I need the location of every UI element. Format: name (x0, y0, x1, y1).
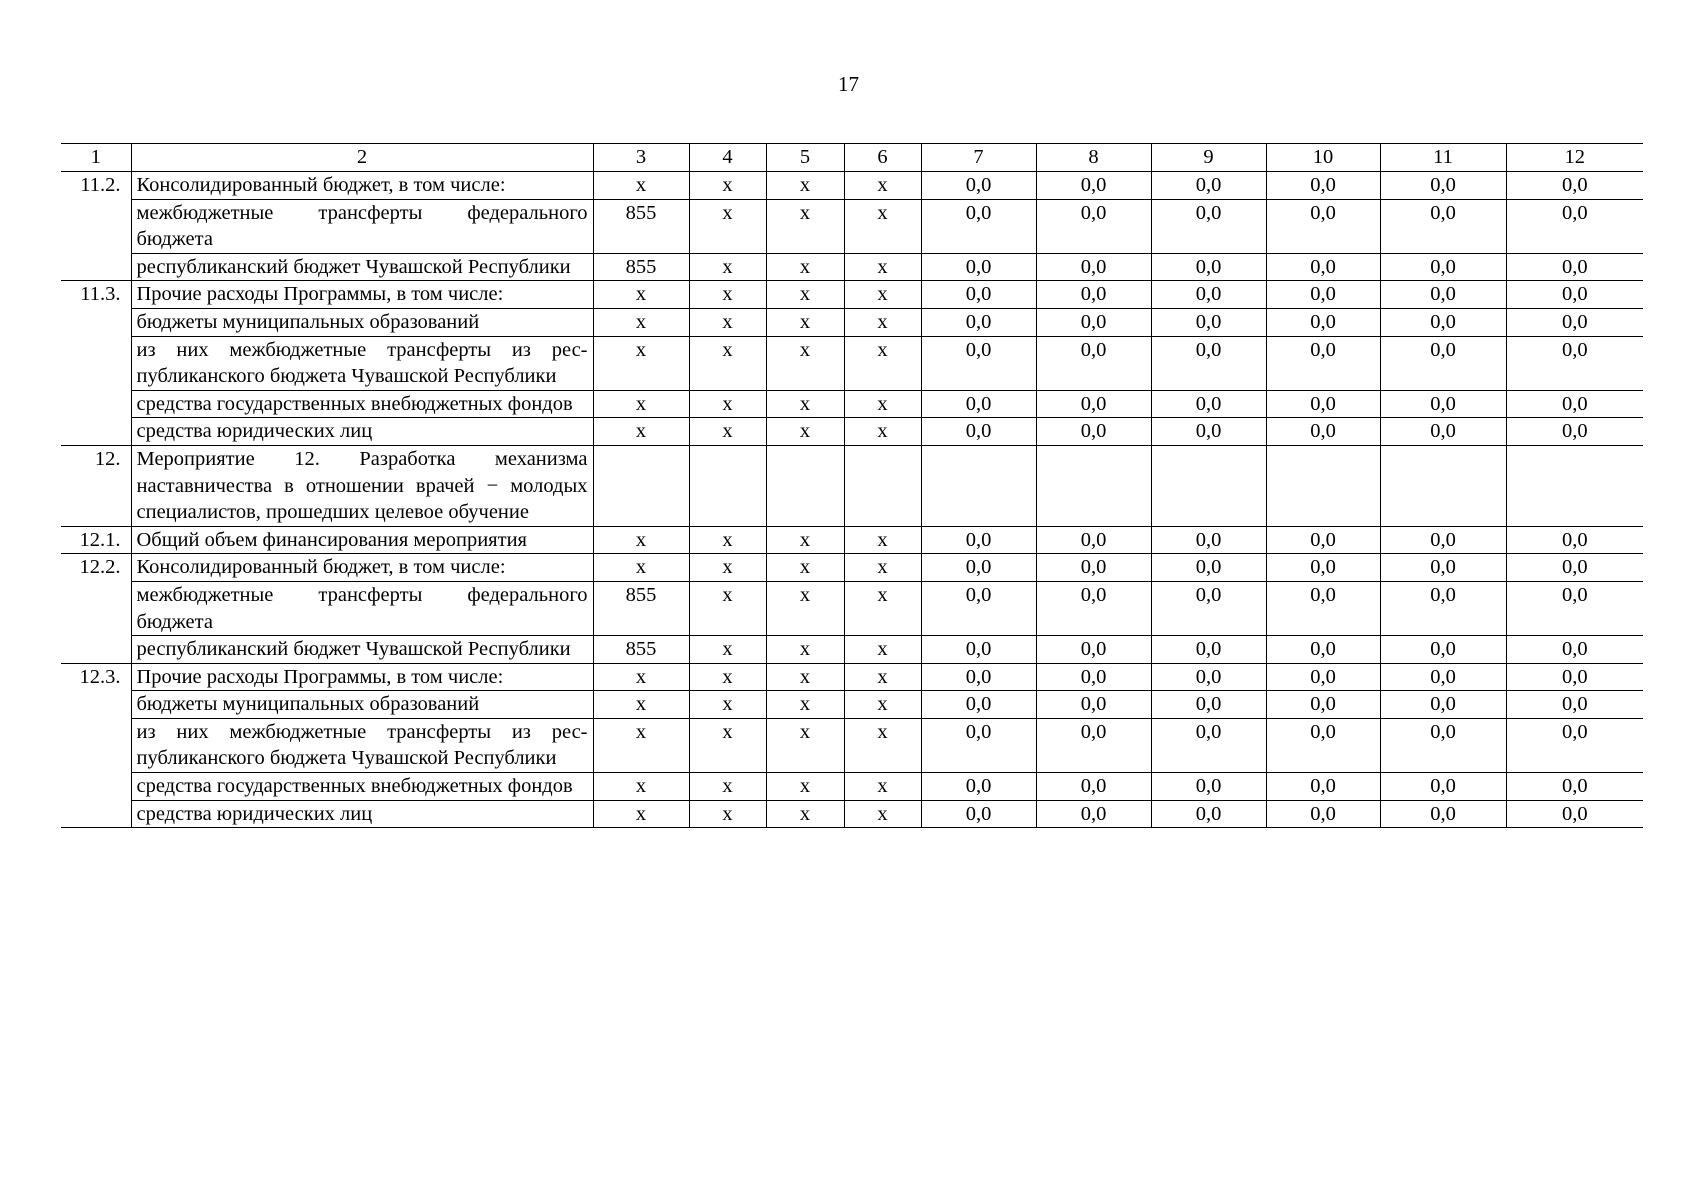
code-cell: х (689, 199, 766, 253)
code-cell: х (844, 199, 921, 253)
row-number-cell (61, 308, 131, 336)
code-cell: 855 (593, 199, 689, 253)
header-cell: 4 (689, 144, 766, 172)
code-cell: х (689, 418, 766, 446)
code-cell: х (844, 718, 921, 772)
amount-cell: 0,0 (1151, 718, 1266, 772)
code-cell: х (593, 308, 689, 336)
amount-cell: 0,0 (1151, 636, 1266, 664)
amount-cell (921, 445, 1036, 526)
row-description-cell: Общий объем финансирования мероприятия (131, 526, 593, 554)
amount-cell: 0,0 (1151, 281, 1266, 309)
code-cell: х (766, 336, 844, 390)
code-cell (766, 445, 844, 526)
amount-cell: 0,0 (1266, 554, 1380, 582)
amount-cell: 0,0 (921, 418, 1036, 446)
row-number-cell (61, 800, 131, 828)
code-cell: х (766, 554, 844, 582)
table-row (61, 281, 1643, 309)
amount-cell: 0,0 (1380, 526, 1506, 554)
code-cell: х (593, 336, 689, 390)
amount-cell (1380, 445, 1506, 526)
amount-cell: 0,0 (1380, 554, 1506, 582)
amount-cell: 0,0 (1506, 718, 1643, 772)
amount-cell: 0,0 (1380, 691, 1506, 719)
row-number-cell: 12. (61, 445, 131, 526)
amount-cell: 0,0 (921, 336, 1036, 390)
amount-cell: 0,0 (1506, 526, 1643, 554)
header-cell: 6 (844, 144, 921, 172)
table-body (61, 144, 1643, 828)
code-cell: х (689, 526, 766, 554)
table-row (61, 581, 1643, 635)
header-cell: 5 (766, 144, 844, 172)
code-cell: х (593, 800, 689, 828)
row-description-cell: Консолидированный бюджет, в том числе: (131, 554, 593, 582)
code-cell: х (689, 636, 766, 664)
table-row (61, 445, 1643, 526)
code-cell: х (844, 172, 921, 200)
header-cell: 10 (1266, 144, 1380, 172)
amount-cell: 0,0 (1266, 526, 1380, 554)
amount-cell: 0,0 (1380, 172, 1506, 200)
amount-cell: 0,0 (1151, 526, 1266, 554)
amount-cell: 0,0 (1506, 390, 1643, 418)
header-cell: 11 (1380, 144, 1506, 172)
table-row (61, 199, 1643, 253)
row-number-cell: 12.3. (61, 663, 131, 691)
code-cell: х (844, 581, 921, 635)
row-description-cell: из них межбюджетные трансферты из республиканского бюджета Чувашской Республики (131, 718, 593, 772)
code-cell: х (689, 718, 766, 772)
table-row (61, 773, 1643, 801)
amount-cell: 0,0 (1506, 172, 1643, 200)
amount-cell: 0,0 (1380, 718, 1506, 772)
code-cell: 855 (593, 581, 689, 635)
amount-cell: 0,0 (1151, 253, 1266, 281)
page-number: 17 (838, 72, 859, 96)
code-cell: х (766, 281, 844, 309)
amount-cell: 0,0 (1036, 718, 1151, 772)
amount-cell (1036, 445, 1151, 526)
code-cell: х (593, 418, 689, 446)
code-cell: х (844, 554, 921, 582)
code-cell: х (689, 773, 766, 801)
code-cell: х (689, 253, 766, 281)
code-cell: х (766, 199, 844, 253)
amount-cell: 0,0 (1266, 253, 1380, 281)
amount-cell (1266, 445, 1380, 526)
amount-cell (1151, 445, 1266, 526)
amount-cell: 0,0 (921, 526, 1036, 554)
amount-cell: 0,0 (1266, 336, 1380, 390)
amount-cell: 0,0 (1266, 418, 1380, 446)
amount-cell: 0,0 (921, 253, 1036, 281)
amount-cell: 0,0 (921, 554, 1036, 582)
amount-cell: 0,0 (1151, 418, 1266, 446)
amount-cell: 0,0 (1506, 773, 1643, 801)
code-cell: х (766, 773, 844, 801)
amount-cell: 0,0 (1036, 773, 1151, 801)
row-number-cell (61, 773, 131, 801)
amount-cell: 0,0 (1506, 199, 1643, 253)
amount-cell: 0,0 (1506, 636, 1643, 664)
row-number-cell (61, 336, 131, 390)
row-description-cell: средства юридических лиц (131, 800, 593, 828)
code-cell: х (689, 172, 766, 200)
table-row (61, 636, 1643, 664)
table-row (61, 663, 1643, 691)
code-cell: х (844, 390, 921, 418)
code-cell: х (766, 663, 844, 691)
amount-cell: 0,0 (1036, 554, 1151, 582)
amount-cell: 0,0 (1506, 554, 1643, 582)
table-row (61, 308, 1643, 336)
code-cell: х (593, 718, 689, 772)
row-number-cell (61, 718, 131, 772)
amount-cell: 0,0 (1036, 308, 1151, 336)
amount-cell: 0,0 (1036, 199, 1151, 253)
amount-cell: 0,0 (921, 773, 1036, 801)
code-cell: х (593, 390, 689, 418)
code-cell: х (844, 253, 921, 281)
amount-cell: 0,0 (1266, 691, 1380, 719)
amount-cell: 0,0 (1036, 418, 1151, 446)
amount-cell: 0,0 (1380, 390, 1506, 418)
amount-cell: 0,0 (1151, 199, 1266, 253)
code-cell: х (766, 172, 844, 200)
amount-cell: 0,0 (1506, 663, 1643, 691)
row-description-cell: республиканский бюджет Чувашской Республики (131, 253, 593, 281)
amount-cell: 0,0 (921, 581, 1036, 635)
amount-cell: 0,0 (1380, 253, 1506, 281)
amount-cell: 0,0 (1506, 281, 1643, 309)
amount-cell: 0,0 (1506, 253, 1643, 281)
amount-cell: 0,0 (921, 199, 1036, 253)
row-number-cell (61, 253, 131, 281)
amount-cell: 0,0 (921, 691, 1036, 719)
code-cell: х (689, 691, 766, 719)
code-cell: х (766, 526, 844, 554)
code-cell: х (689, 800, 766, 828)
amount-cell: 0,0 (1036, 800, 1151, 828)
code-cell: 855 (593, 636, 689, 664)
amount-cell: 0,0 (1036, 281, 1151, 309)
row-description-cell: Мероприятие 12. Разработка механизма наставничества в отношении врачей − молодых специалистов, прошедших целевое обучение (131, 445, 593, 526)
code-cell: х (766, 390, 844, 418)
code-cell: х (766, 691, 844, 719)
amount-cell: 0,0 (1036, 390, 1151, 418)
row-description-cell: Прочие расходы Программы, в том числе: (131, 281, 593, 309)
row-number-cell (61, 390, 131, 418)
amount-cell: 0,0 (1151, 663, 1266, 691)
table-row (61, 336, 1643, 390)
amount-cell: 0,0 (1380, 199, 1506, 253)
amount-cell: 0,0 (1036, 253, 1151, 281)
amount-cell: 0,0 (1151, 800, 1266, 828)
code-cell: х (689, 281, 766, 309)
code-cell: 855 (593, 253, 689, 281)
amount-cell: 0,0 (1266, 199, 1380, 253)
amount-cell: 0,0 (1506, 418, 1643, 446)
row-description-cell: Консолидированный бюджет, в том числе: (131, 172, 593, 200)
code-cell: х (593, 526, 689, 554)
code-cell: х (593, 691, 689, 719)
code-cell: х (844, 281, 921, 309)
amount-cell: 0,0 (1266, 663, 1380, 691)
amount-cell: 0,0 (1036, 526, 1151, 554)
code-cell: х (593, 773, 689, 801)
code-cell: х (689, 663, 766, 691)
amount-cell: 0,0 (1266, 581, 1380, 635)
code-cell: х (766, 718, 844, 772)
amount-cell: 0,0 (1151, 581, 1266, 635)
row-number-cell: 12.2. (61, 554, 131, 582)
table-row (61, 418, 1643, 446)
row-number-cell (61, 691, 131, 719)
amount-cell: 0,0 (1380, 308, 1506, 336)
code-cell (689, 445, 766, 526)
code-cell: х (844, 636, 921, 664)
code-cell: х (766, 418, 844, 446)
row-description-cell: межбюджетные трансферты федерального бюджета (131, 199, 593, 253)
amount-cell: 0,0 (1506, 308, 1643, 336)
amount-cell: 0,0 (1151, 554, 1266, 582)
amount-cell (1506, 445, 1643, 526)
table-row (61, 253, 1643, 281)
budget-table (61, 143, 1643, 828)
amount-cell: 0,0 (1506, 800, 1643, 828)
row-number-cell (61, 636, 131, 664)
amount-cell: 0,0 (1380, 636, 1506, 664)
amount-cell: 0,0 (1506, 336, 1643, 390)
header-cell: 8 (1036, 144, 1151, 172)
amount-cell: 0,0 (1506, 691, 1643, 719)
table-row (61, 390, 1643, 418)
amount-cell: 0,0 (1266, 773, 1380, 801)
code-cell: х (844, 691, 921, 719)
row-description-cell: средства государственных внебюджетных фондов (131, 773, 593, 801)
amount-cell: 0,0 (1266, 172, 1380, 200)
amount-cell: 0,0 (921, 800, 1036, 828)
amount-cell: 0,0 (1036, 581, 1151, 635)
amount-cell: 0,0 (1506, 581, 1643, 635)
row-number-cell: 11.3. (61, 281, 131, 309)
header-cell: 3 (593, 144, 689, 172)
amount-cell: 0,0 (1266, 308, 1380, 336)
code-cell: х (844, 663, 921, 691)
header-cell: 9 (1151, 144, 1266, 172)
code-cell: х (844, 526, 921, 554)
row-description-cell: из них межбюджетные трансферты из республиканского бюджета Чувашской Республики (131, 336, 593, 390)
code-cell: х (766, 253, 844, 281)
row-description-cell: бюджеты муниципальных образований (131, 308, 593, 336)
amount-cell: 0,0 (1380, 800, 1506, 828)
amount-cell: 0,0 (921, 636, 1036, 664)
code-cell: х (689, 390, 766, 418)
amount-cell: 0,0 (1380, 281, 1506, 309)
amount-cell: 0,0 (1266, 718, 1380, 772)
code-cell: х (766, 581, 844, 635)
code-cell: х (689, 336, 766, 390)
table-row (61, 800, 1643, 828)
row-number-cell (61, 418, 131, 446)
amount-cell: 0,0 (1266, 281, 1380, 309)
row-description-cell: средства юридических лиц (131, 418, 593, 446)
row-description-cell: средства государственных внебюджетных фондов (131, 390, 593, 418)
amount-cell: 0,0 (1380, 663, 1506, 691)
amount-cell: 0,0 (1036, 172, 1151, 200)
table-row (61, 526, 1643, 554)
code-cell: х (689, 581, 766, 635)
amount-cell: 0,0 (921, 172, 1036, 200)
code-cell: х (844, 800, 921, 828)
amount-cell: 0,0 (921, 718, 1036, 772)
code-cell: х (766, 800, 844, 828)
row-number-cell (61, 199, 131, 253)
code-cell: х (689, 554, 766, 582)
amount-cell: 0,0 (1266, 800, 1380, 828)
amount-cell: 0,0 (1036, 691, 1151, 719)
code-cell: х (766, 308, 844, 336)
code-cell: х (593, 663, 689, 691)
row-description-cell: республиканский бюджет Чувашской Республики (131, 636, 593, 664)
amount-cell: 0,0 (1266, 636, 1380, 664)
amount-cell: 0,0 (921, 308, 1036, 336)
amount-cell: 0,0 (1380, 581, 1506, 635)
code-cell: х (844, 308, 921, 336)
table-row (61, 691, 1643, 719)
code-cell: х (593, 554, 689, 582)
header-cell: 7 (921, 144, 1036, 172)
code-cell: х (844, 773, 921, 801)
amount-cell: 0,0 (1036, 636, 1151, 664)
amount-cell: 0,0 (1380, 418, 1506, 446)
amount-cell: 0,0 (1151, 336, 1266, 390)
code-cell (844, 445, 921, 526)
table-row (61, 554, 1643, 582)
amount-cell: 0,0 (1151, 390, 1266, 418)
table-row (61, 718, 1643, 772)
code-cell: х (593, 281, 689, 309)
amount-cell: 0,0 (1036, 663, 1151, 691)
amount-cell: 0,0 (1151, 691, 1266, 719)
amount-cell: 0,0 (1151, 172, 1266, 200)
code-cell: х (689, 308, 766, 336)
row-description-cell: бюджеты муниципальных образований (131, 691, 593, 719)
header-cell: 2 (131, 144, 593, 172)
amount-cell: 0,0 (1380, 336, 1506, 390)
code-cell: х (844, 418, 921, 446)
amount-cell: 0,0 (1036, 336, 1151, 390)
table-row (61, 172, 1643, 200)
code-cell: х (844, 336, 921, 390)
row-number-cell: 12.1. (61, 526, 131, 554)
amount-cell: 0,0 (1380, 773, 1506, 801)
amount-cell: 0,0 (1151, 308, 1266, 336)
amount-cell: 0,0 (921, 281, 1036, 309)
amount-cell: 0,0 (1151, 773, 1266, 801)
code-cell: х (593, 172, 689, 200)
row-description-cell: Прочие расходы Программы, в том числе: (131, 663, 593, 691)
row-number-cell: 11.2. (61, 172, 131, 200)
row-description-cell: межбюджетные трансферты федерального бюджета (131, 581, 593, 635)
amount-cell: 0,0 (921, 663, 1036, 691)
header-cell: 12 (1506, 144, 1643, 172)
row-number-cell (61, 581, 131, 635)
amount-cell: 0,0 (921, 390, 1036, 418)
table-header-row (61, 144, 1643, 172)
code-cell: х (766, 636, 844, 664)
header-cell: 1 (61, 144, 131, 172)
code-cell (593, 445, 689, 526)
amount-cell: 0,0 (1266, 390, 1380, 418)
